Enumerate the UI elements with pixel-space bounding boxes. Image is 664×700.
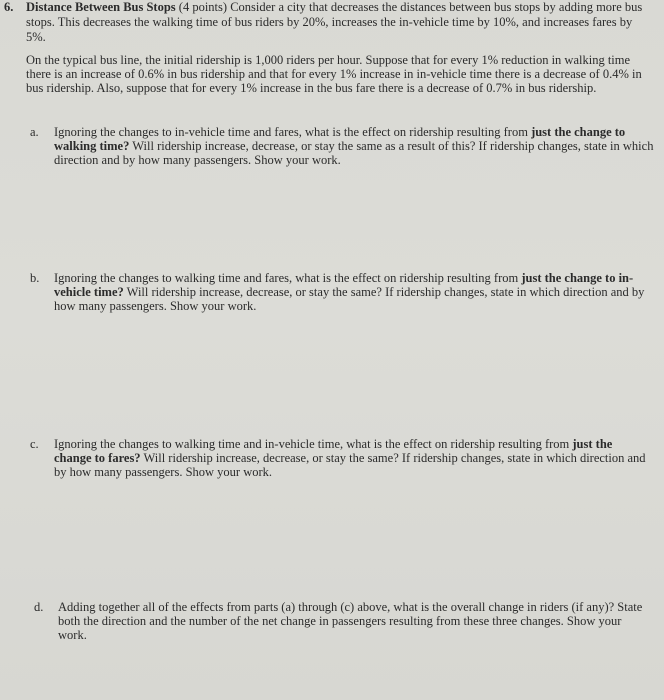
part-a [30, 125, 656, 167]
question-title: Distance Between Bus Stops [26, 0, 176, 14]
part-b-letter: b. [30, 271, 40, 285]
part-c-bold: just the change to fares? [54, 437, 613, 465]
question-header [4, 0, 654, 45]
part-c-letter: c. [30, 437, 39, 451]
part-b-post: Will ridership increase, decrease, or stay the same? If ridership changes, state in which direction and by how many passengers. Show your work. [54, 285, 645, 313]
part-d-text: Adding together all of the effects from parts (a) through (c) above, what is the overall change in riders (if any)? State both the direction and the number of the net change in passengers resulting from these three changes. Show your work. [58, 600, 643, 642]
part-c [30, 437, 646, 479]
part-c-post: Will ridership increase, decrease, or stay the same? If ridership changes, state in which direction and by how many passengers. Show your work. [54, 451, 646, 479]
question-assumptions: On the typical bus line, the initial ridership is 1,000 riders per hour. Suppose that for every 1% reduction in walking time there is an increase of 0.6% in bus ridership and that for every 1% increase in in-vehicle time there is a decrease of 0.4% in bus ridership. Also, suppose that for every 1% increase in the bus fare there is a decrease of 0.7% in bus ridership. [26, 53, 642, 95]
question-number: 6. [4, 0, 14, 14]
part-b-pre: Ignoring the changes to walking time and fares, what is the effect on ridership resulting from [54, 271, 522, 285]
part-d [34, 600, 644, 642]
part-a-bold: just the change to walking time? [54, 125, 626, 153]
question-intro: Consider a city that decreases the distances between bus stops by adding more bus stops. This decreases the walking time of bus riders by 20%, increases the in-vehicle time by 10%, and increases fares by 5%. [26, 0, 643, 44]
part-b-bold: just the change to in-vehicle time? [54, 271, 634, 299]
question-points: (4 points) [178, 0, 228, 14]
part-d-letter: d. [34, 600, 44, 614]
part-a-pre: Ignoring the changes to in-vehicle time and fares, what is the effect on ridership resulting from [54, 125, 532, 139]
part-b [30, 271, 646, 313]
part-a-letter: a. [30, 125, 39, 139]
part-a-post: Will ridership increase, decrease, or stay the same as a result of this? If ridership changes, state in which direction and by how many passengers. Show your work. [54, 139, 654, 167]
part-c-pre: Ignoring the changes to walking time and in-vehicle time, what is the effect on ridership resulting from [54, 437, 573, 451]
